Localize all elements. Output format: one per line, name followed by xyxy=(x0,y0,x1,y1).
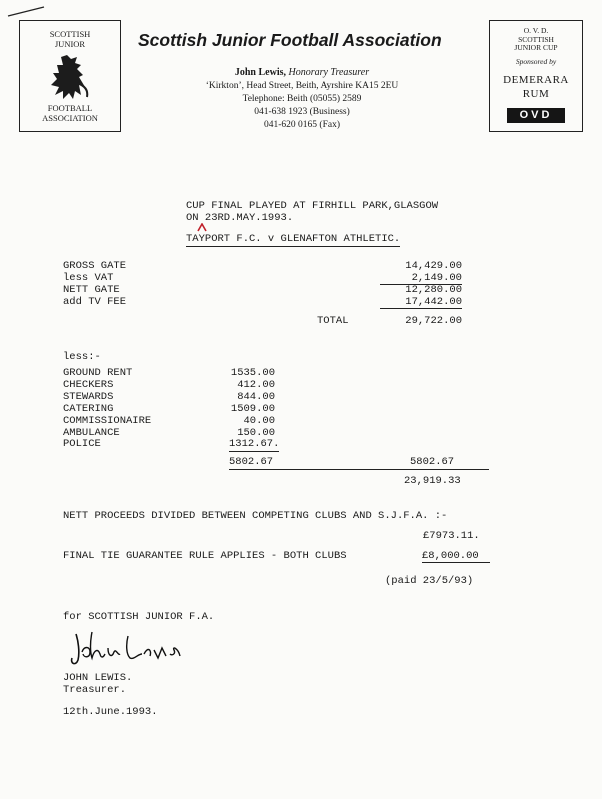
signature-text xyxy=(68,626,73,627)
intro-line-1: CUP FINAL PLAYED AT FIRHILL PARK,GLASGOW xyxy=(186,200,439,212)
gate-value-0: 14,429.00 xyxy=(405,260,462,272)
paid-note: (paid 23/5/93) xyxy=(385,575,474,587)
expense-label-3: CATERING xyxy=(63,403,114,415)
intro-line-2: ON 23RD.MAY.1993. xyxy=(186,212,294,224)
proceeds-value: £7973.11. xyxy=(423,530,480,542)
expense-value-6: 1312.67. xyxy=(229,438,280,450)
signoff-line: for SCOTTISH JUNIOR F.A. xyxy=(63,611,215,623)
sponsored-by-text: Sponsored by xyxy=(515,57,557,66)
gate-label-1: less VAT xyxy=(63,272,114,284)
signature-graphic xyxy=(68,626,188,668)
treasurer-role: Honorary Treasurer xyxy=(288,67,370,78)
expense-label-0: GROUND RENT xyxy=(63,367,133,379)
match-line: TAYPORT F.C. v GLENAFTON ATHLETIC. xyxy=(186,233,401,245)
expense-value-1: 412.00 xyxy=(237,379,275,391)
expense-label-1: CHECKERS xyxy=(63,379,114,391)
expense-label-2: STEWARDS xyxy=(63,391,114,403)
red-caret-mark xyxy=(197,223,207,232)
expenses-rule-top xyxy=(229,451,279,452)
expense-value-2: 844.00 xyxy=(237,391,275,403)
pen-mark xyxy=(6,4,46,20)
signer-role: Treasurer. xyxy=(63,684,127,696)
gate-label-0: GROSS GATE xyxy=(63,260,127,272)
gate-label-3: add TV FEE xyxy=(63,296,127,308)
treasurer-name: John Lewis, xyxy=(234,67,286,78)
sponsor-name: DEMERARA RUM xyxy=(503,74,569,100)
total-label: TOTAL xyxy=(317,315,349,327)
guarantee-value: £8,000.00 xyxy=(422,550,490,563)
expense-value-0: 1535.00 xyxy=(230,367,275,379)
logo-bottom-text: FOOTBALL ASSOCIATION xyxy=(42,103,98,123)
document-date: 12th.June.1993. xyxy=(63,706,158,718)
gate-value-3: 17,442.00 xyxy=(380,296,462,309)
expense-label-5: AMBULANCE xyxy=(63,427,120,439)
logo-top-text: SCOTTISH JUNIOR xyxy=(49,29,91,49)
address-line: ‘Kirkton’, Head Street, Beith, Ayrshire KA15 2EU xyxy=(205,81,399,91)
sponsor-brand-label: OVD xyxy=(507,108,565,123)
sjfa-logo-box xyxy=(19,20,121,132)
expenses-total-right: 5802.67 xyxy=(410,456,455,468)
sponsor-top-text: O. V. D. SCOTTISH JUNIOR CUP xyxy=(514,26,558,52)
lion-rampant-icon xyxy=(47,53,93,101)
expense-value-5: 150.00 xyxy=(237,427,275,439)
sponsor-box xyxy=(489,20,583,132)
expense-label-6: POLICE xyxy=(63,438,101,450)
expense-value-4: 40.00 xyxy=(243,415,275,427)
telephone-line: Telephone: Beith (05055) 2589 xyxy=(242,94,362,104)
gate-value-1: 2,149.00 xyxy=(380,272,462,285)
expense-label-4: COMMISSIONAIRE xyxy=(63,415,152,427)
net-result: 23,919.33 xyxy=(404,475,461,487)
business-phone-line: 041-638 1923 (Business) xyxy=(254,107,350,117)
total-value: 29,722.00 xyxy=(405,315,462,327)
guarantee-line: FINAL TIE GUARANTEE RULE APPLIES - BOTH CLUBS xyxy=(63,550,347,562)
org-title: Scottish Junior Football Association xyxy=(138,30,442,50)
expense-value-3: 1509.00 xyxy=(230,403,275,415)
expenses-total-left: 5802.67 xyxy=(229,456,274,468)
signature xyxy=(68,626,188,668)
less-label: less:- xyxy=(63,351,101,363)
fax-line: 041-620 0165 (Fax) xyxy=(264,120,340,130)
gate-label-2: NETT GATE xyxy=(63,284,120,296)
expenses-rule-bottom xyxy=(229,469,489,470)
gate-value-2: 12,280.00 xyxy=(405,284,462,296)
proceeds-line: NETT PROCEEDS DIVIDED BETWEEN COMPETING CLUBS AND S.J.F.A. :- xyxy=(63,510,448,522)
signer-name: JOHN LEWIS. xyxy=(63,672,133,684)
treasurer-line xyxy=(138,67,466,79)
